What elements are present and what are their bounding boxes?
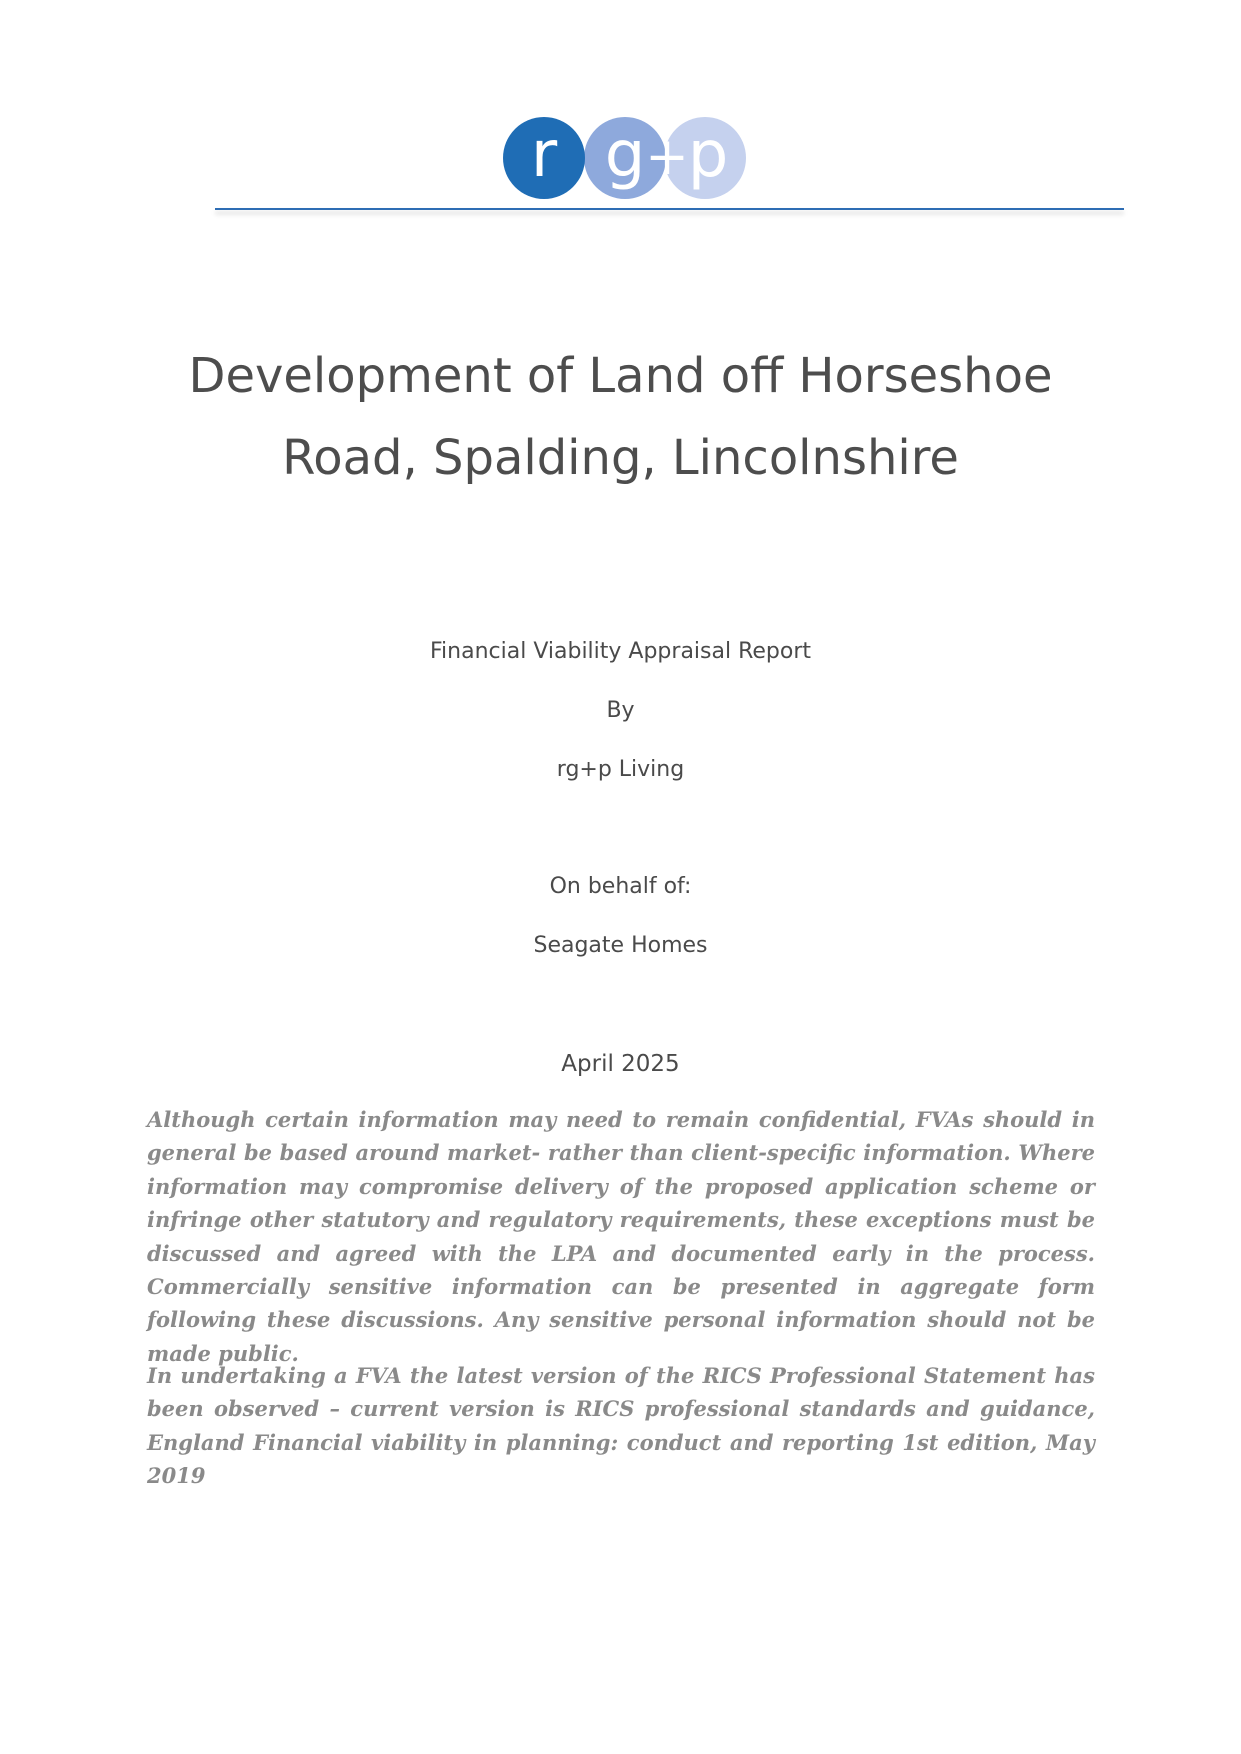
logo-letter-r: r bbox=[530, 118, 557, 192]
header-divider bbox=[215, 208, 1124, 210]
document-title: Development of Land off Horseshoe Road, Spalding, Lincolnshire bbox=[188, 348, 1053, 486]
behalf-label: On behalf of: bbox=[549, 874, 692, 899]
by-label: By bbox=[606, 698, 635, 723]
report-type: Financial Viability Appraisal Report bbox=[429, 639, 812, 664]
logo-letter-p: p bbox=[687, 118, 728, 192]
logo-letter-g: g bbox=[604, 118, 645, 192]
author-name: rg+p Living bbox=[556, 757, 685, 782]
rics-statement: In undertaking a FVA the latest version of the RICS Professional Statement has been observed – current version is RICS professional standards and guidance, England Financial viability in planning: conduct and reporting 1st edition, May 2019 bbox=[147, 1363, 1095, 1489]
rgp-logo-mark bbox=[496, 113, 746, 203]
company-logo bbox=[0, 113, 1241, 203]
client-name: Seagate Homes bbox=[533, 933, 708, 958]
report-date: April 2025 bbox=[561, 1051, 680, 1077]
logo-plus: + bbox=[644, 127, 689, 187]
confidentiality-disclaimer: Although certain information may need to remain confidential, FVAs should in general be based around market- rather than client-specific information. Where information may compromise delivery of the proposed application scheme or infringe other statutory and regulatory requirements, these exceptions must be discussed and agreed with the LPA and documented early in the process. Commercially sensitive information can be presented in aggregate form following these discussions. Any sensitive personal information should not be made public. bbox=[147, 1107, 1095, 1366]
